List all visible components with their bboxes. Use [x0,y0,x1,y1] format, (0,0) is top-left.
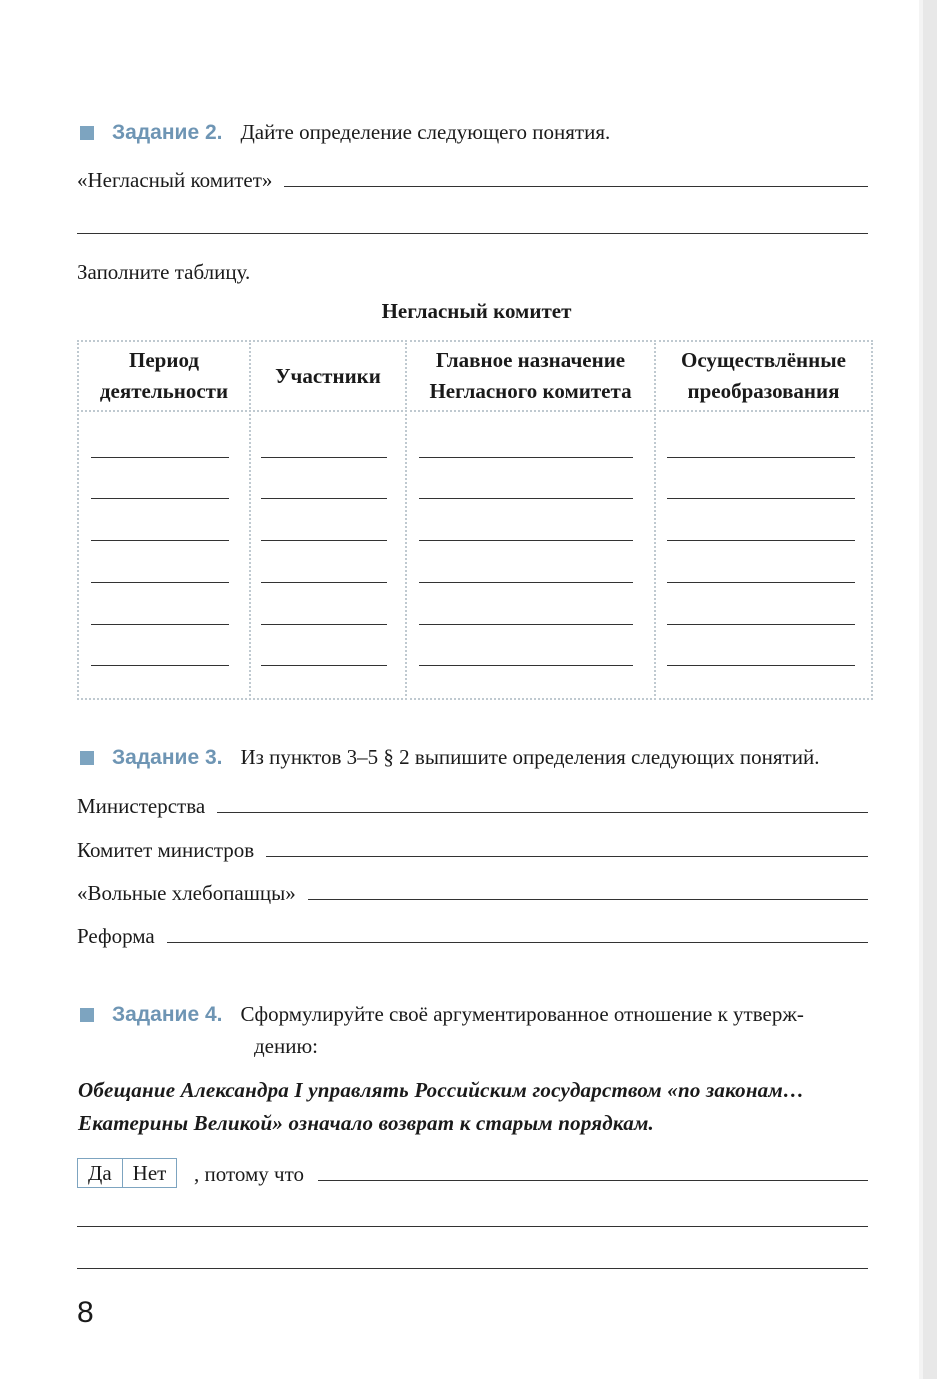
table-answer-line[interactable] [667,498,855,499]
task2-heading [80,120,610,145]
task4-text-continued: дению: [254,1034,319,1058]
page-edge-shadow [919,0,923,1379]
answer-line[interactable] [167,941,868,943]
task3-title: Задание 3. [112,746,223,769]
table-answer-line[interactable] [419,624,633,625]
answer-line[interactable] [284,185,868,187]
task4-statement [78,1074,878,1140]
statement-line: Обещание Александра I управлять Российским государством «по законам… [78,1078,805,1102]
table-answer-line[interactable] [261,582,387,583]
header-reforms [654,345,873,407]
table-answer-line[interactable] [419,498,633,499]
table-answer-line[interactable] [667,624,855,625]
task3-term-row [77,924,868,949]
header-participants [249,361,407,392]
because-row [194,1162,868,1187]
task3-term-row [77,794,868,819]
table-answer-line[interactable] [261,498,387,499]
header-purpose [405,345,656,407]
table-body-cell [77,410,251,700]
task4-text: Сформулируйте своё аргументированное отношение к утверж- [240,1002,804,1026]
table-answer-line[interactable] [261,540,387,541]
table-answer-line[interactable] [91,624,229,625]
table-answer-line[interactable] [419,582,633,583]
header-line: преобразования [687,379,840,403]
yes-option[interactable]: Да [77,1158,123,1188]
answer-line[interactable] [318,1179,868,1181]
table-body-cell [249,410,407,700]
table-answer-line[interactable] [91,665,229,666]
table-answer-line[interactable] [667,582,855,583]
answer-line[interactable] [308,898,868,900]
page-number: 8 [77,1296,94,1329]
no-option[interactable]: Нет [123,1158,178,1188]
table-answer-line[interactable] [419,457,633,458]
answer-line[interactable] [217,811,868,813]
task3-heading [80,745,819,770]
term-reform: Реформа [77,924,155,948]
table-body-cell [654,410,873,700]
task4-heading [80,1002,804,1027]
table-answer-line[interactable] [419,540,633,541]
task2-term-row [77,168,868,193]
task3-term-row [77,838,868,863]
table-answer-line[interactable] [91,457,229,458]
table-answer-line[interactable] [667,457,855,458]
statement-line: Екатерины Великой» означало возврат к старым порядкам. [78,1111,654,1135]
term-free-farmers: «Вольные хлебопашцы» [77,881,296,905]
task4-title: Задание 4. [112,1003,223,1026]
task2-term-label: «Негласный комитет» [77,168,273,192]
yes-no-choice [77,1158,177,1188]
table-caption: Негласный комитет [381,299,572,323]
table-answer-line[interactable] [667,540,855,541]
table-answer-line[interactable] [261,624,387,625]
answer-line[interactable] [77,233,868,234]
task-marker-icon [80,751,94,765]
task3-term-row [77,881,868,906]
page-edge [923,0,937,1379]
header-line: Участники [275,364,381,388]
task-marker-icon [80,126,94,140]
task2-title: Задание 2. [112,121,223,144]
header-line: деятельности [99,379,229,403]
table-answer-line[interactable] [419,665,633,666]
table-answer-line[interactable] [91,498,229,499]
table-answer-line[interactable] [91,582,229,583]
header-period [77,345,251,407]
table-body-cell [405,410,656,700]
task3-text: Из пунктов 3–5 § 2 выпишите определения следующих понятий. [240,745,820,769]
table-answer-line[interactable] [667,665,855,666]
header-line: Осуществлённые [681,348,846,372]
header-line: Главное назначение [435,348,626,372]
answer-line[interactable] [77,1268,868,1269]
term-committee-of-ministers: Комитет министров [77,838,255,862]
table-answer-line[interactable] [91,540,229,541]
task2-text: Дайте определение следующего понятия. [240,120,611,144]
fill-table-instruction: Заполните таблицу. [77,260,251,284]
task-marker-icon [80,1008,94,1022]
committee-table [77,340,873,700]
because-label: , потому что [194,1162,304,1186]
term-ministries: Министерства [77,794,206,818]
table-answer-line[interactable] [261,665,387,666]
table-answer-line[interactable] [261,457,387,458]
answer-line[interactable] [77,1226,868,1227]
answer-line[interactable] [266,855,868,857]
header-line: Период [129,348,199,372]
header-line: Негласного комитета [429,379,632,403]
